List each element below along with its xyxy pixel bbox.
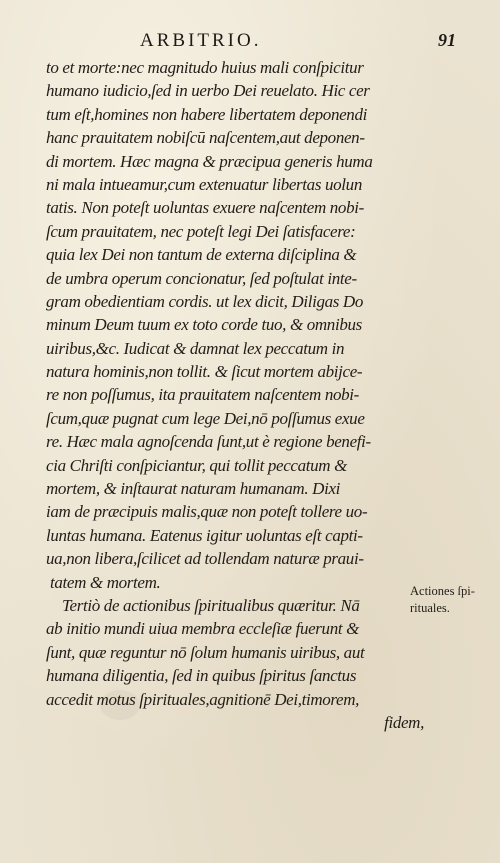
page-number: 91: [438, 30, 456, 50]
text-line: humano iudicio,ſed in uerbo Dei reuelato. Hic cer: [46, 81, 370, 101]
text-line: de umbra operum concionatur, ſed poſtulat inte-: [46, 268, 357, 288]
text-line: ab initio mundi uiua membra eccleſiæ fuerunt &: [46, 619, 360, 639]
text-line: re non poſſumus, ita prauitatem naſcentem nobi-: [46, 385, 359, 405]
text-line: to et morte:nec magnitudo huius mali conſpicitur: [46, 58, 364, 77]
margin-note-line: rituales.: [410, 601, 450, 615]
text-line: luntas humana. Eatenus igitur uoluntas eſt capti-: [46, 525, 363, 545]
text-line: gram obedientiam cordis. ut lex dicit, Diligas Do: [46, 291, 363, 311]
body-text: [46, 56, 466, 734]
text-line: cia Chriſti conſpiciantur, qui tollit peccatum &: [46, 455, 347, 475]
text-line: accedit motus ſpirituales,agnitionē Dei,timorem,: [46, 689, 360, 709]
text-line: ſcum,quæ pugnat cum lege Dei,nō poſſumus exue: [46, 408, 365, 428]
text-line: tatis. Non poteſt uoluntas exuere naſcentem nobi-: [46, 198, 364, 218]
running-head: [44, 30, 456, 54]
text-line: tatem & mortem.: [50, 572, 161, 592]
text-line: minum Deum tuum ex toto corde tuo, & omnibus: [46, 315, 362, 335]
text-line: ni mala intueamur,cum extenuatur libertas uolun: [46, 174, 362, 194]
text-line: re. Hæc mala agnoſcenda ſunt,ut è regione benefi-: [46, 432, 371, 452]
text-line: humana diligentia, ſed in quibus ſpiritus ſanctus: [46, 666, 357, 686]
running-head-title: ARBITRIO.: [140, 30, 262, 51]
text-line: ſunt, quæ reguntur nō ſolum humanis uiribus, aut: [46, 642, 365, 662]
text-line: ſcum prauitatem, nec poteſt legi Dei ſatisfacere:: [46, 221, 356, 241]
text-line: natura hominis,non tollit. & ſicut mortem abijce-: [46, 362, 363, 382]
text-line: mortem, & inſtaurat naturam humanam. Dixi: [46, 479, 341, 499]
text-line: tum eſt,homines non habere libertatem deponendi: [46, 104, 367, 124]
text-line: Tertiò de actionibus ſpiritualibus quæritur. Nā: [62, 595, 360, 615]
text-line: ua,non libera,ſcilicet ad tollendam naturæ praui-: [46, 549, 364, 569]
margin-note-line: Actiones ſpi-: [410, 584, 475, 598]
text-line: di mortem. Hæc magna & præcipua generis huma: [46, 151, 373, 171]
text-line: quia lex Dei non tantum de externa diſciplina &: [46, 245, 357, 265]
text-line: hanc prauitatem nobiſcū naſcentem,aut deponen-: [46, 128, 365, 148]
margin-note: [410, 583, 498, 617]
text-line: fidem,: [384, 712, 424, 732]
text-line: iam de præcipuis malis,quæ non poteſt tollere uo-: [46, 502, 368, 522]
text-line: uiribus,&c. Iudicat & damnat lex peccatum in: [46, 338, 345, 358]
